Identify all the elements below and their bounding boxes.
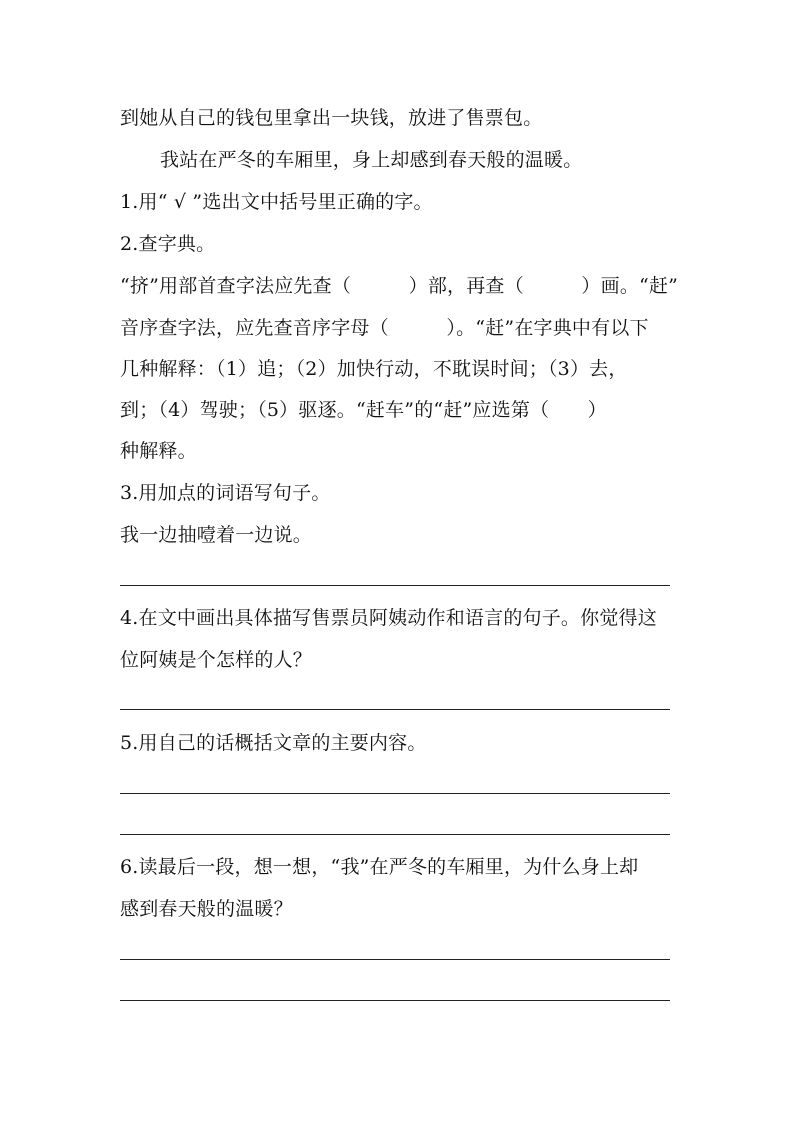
answer-line-q3[interactable] (120, 585, 670, 586)
question-6-line-1: 6.读最后一段，想一想，“我”在严冬的车厢里，为什么身上却 (120, 856, 639, 878)
question-2-line-5: 种解释。 (120, 440, 197, 462)
passage-line-1: 到她从自己的钱包里拿出一块钱，放进了售票包。 (120, 107, 543, 129)
question-4-line-2: 位阿姨是个怎样的人？ (120, 649, 313, 671)
question-2-line-3: 几种解释：（1）追；（2）加快行动，不耽误时间；（3）去， (120, 358, 628, 380)
question-6-line-2: 感到春天般的温暖？ (120, 898, 293, 920)
answer-line-q6-1[interactable] (120, 959, 670, 960)
question-2-line-4: 到；（4）驾驶；（5）驱逐。“赶车”的“赶”应选第（ ） (120, 399, 607, 421)
answer-line-q5-2[interactable] (120, 834, 670, 835)
passage-line-2: 我站在严冬的车厢里，身上却感到春天般的温暖。 (160, 149, 583, 171)
question-4-line-1: 4.在文中画出具体描写售票员阿姨动作和语言的句子。你觉得这 (120, 607, 657, 629)
question-2-title: 2.查字典。 (120, 233, 216, 255)
question-2-line-2: 音序查字法，应先查音序字母（ ）。“赶”在字典中有以下 (120, 317, 649, 339)
answer-line-q5-1[interactable] (120, 793, 670, 794)
answer-line-q6-2[interactable] (120, 1000, 670, 1001)
question-3-title: 3.用加点的词语写句子。 (120, 482, 331, 504)
question-3-example: 我一边抽噎着一边说。 (120, 524, 313, 546)
question-1: 1.用“ √ ”选出文中括号里正确的字。 (120, 191, 433, 213)
question-2-line-1: “挤”用部首查字法应先查（ ）部，再查（ ）画。“赶” (120, 275, 679, 297)
question-5: 5.用自己的话概括文章的主要内容。 (120, 732, 427, 754)
answer-line-q4[interactable] (120, 709, 670, 710)
